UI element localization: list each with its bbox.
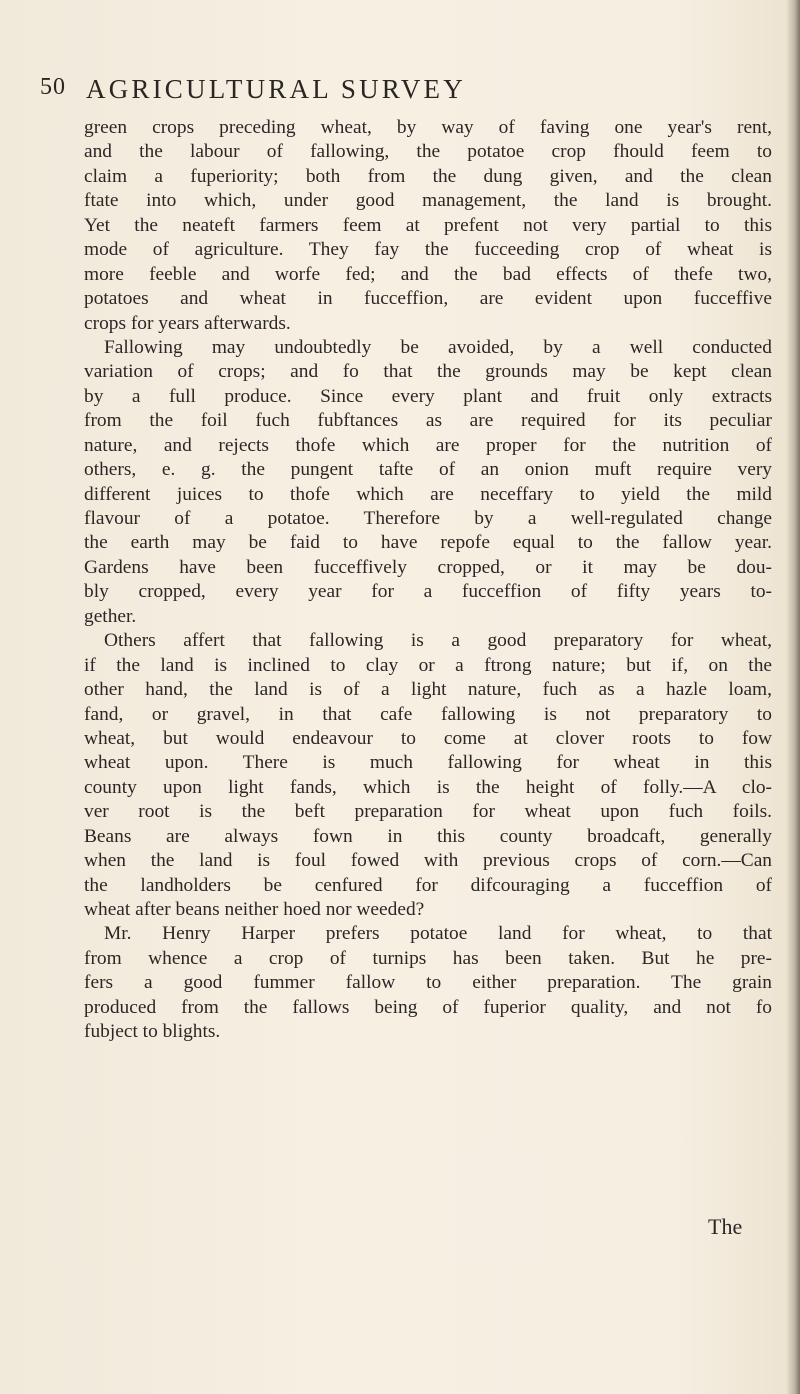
page-edge-shadow	[786, 0, 800, 1394]
text-line: Beans are always fown in this county broadcaft, generally	[84, 825, 772, 847]
text-line: Fallowing may undoubtedly be avoided, by a well conducted	[104, 336, 772, 358]
text-line: variation of crops; and fo that the grounds may be kept clean	[84, 361, 772, 383]
text-line: different juices to thofe which are neceffary to yield the mild	[84, 483, 772, 505]
text-line: gether.	[84, 605, 137, 627]
text-line: bly cropped, every year for a fucceffion of fifty years to-	[84, 581, 772, 603]
text-line: produced from the fallows being of fuperior quality, and not fo	[84, 996, 772, 1018]
text-line: and the labour of fallowing, the potatoe crop fhould feem to	[84, 141, 772, 163]
text-line: fers a good fummer fallow to either preparation. The grain	[84, 972, 772, 994]
text-line: other hand, the land is of a light nature, fuch as a hazle loam,	[84, 679, 772, 701]
text-line: Others affert that fallowing is a good preparatory for wheat,	[104, 630, 772, 652]
text-line: Mr. Henry Harper prefers potatoe land for wheat, to that	[104, 923, 772, 945]
text-line: green crops preceding wheat, by way of faving one year's rent,	[84, 117, 772, 138]
text-line: mode of agriculture. They fay the fucceeding crop of wheat is	[84, 239, 772, 261]
text-line: ftate into which, under good management, the land is brought.	[84, 190, 772, 212]
text-line: fand, or gravel, in that cafe fallowing is not preparatory to	[84, 703, 772, 725]
running-title: AGRICULTURAL SURVEY	[86, 74, 466, 104]
text-line: others, e. g. the pungent tafte of an onion muft require very	[84, 459, 772, 481]
page-header	[40, 74, 760, 108]
page-number: 50	[40, 74, 66, 100]
body-text	[84, 116, 772, 1045]
text-line: nature, and rejects thofe which are proper for the nutrition of	[84, 434, 772, 456]
catchword: The	[708, 1214, 743, 1239]
text-line: the landholders be cenfured for difcouraging a fucceffion of	[84, 874, 772, 896]
text-line: flavour of a potatoe. Therefore by a well-regulated change	[84, 508, 772, 529]
text-line: from whence a crop of turnips has been taken. But he pre-	[84, 947, 772, 969]
text-line: wheat after beans neither hoed nor weeded?	[84, 899, 425, 920]
text-line: wheat, but would endeavour to come at clover roots to fow	[84, 727, 772, 749]
text-line: wheat upon. There is much fallowing for wheat in this	[84, 752, 772, 774]
text-line: crops for years afterwards.	[84, 312, 291, 334]
text-line: by a full produce. Since every plant and fruit only extracts	[84, 385, 772, 407]
text-line: from the foil fuch fubftances as are required for its peculiar	[84, 410, 772, 432]
text-line: ver root is the beft preparation for wheat upon fuch foils.	[84, 801, 772, 823]
text-line: claim a fuperiority; both from the dung given, and the clean	[84, 165, 772, 187]
text-line: when the land is foul fowed with previous crops of corn.—Can	[84, 850, 772, 872]
text-line: the earth may be faid to have repofe equal to the fallow year.	[84, 532, 772, 554]
text-line: potatoes and wheat in fucceffion, are evident upon fucceffive	[84, 288, 772, 310]
text-line: Yet the neateft farmers feem at prefent not very partial to this	[84, 214, 772, 236]
text-line: county upon light fands, which is the height of folly.—A clo-	[84, 776, 772, 798]
text-line: if the land is inclined to clay or a ftrong nature; but if, on the	[84, 654, 772, 676]
text-line: fubject to blights.	[84, 1021, 221, 1043]
text-line: more feeble and worfe fed; and the bad effects of thefe two,	[84, 263, 772, 285]
text-line: Gardens have been fucceffively cropped, or it may be dou-	[84, 556, 772, 578]
